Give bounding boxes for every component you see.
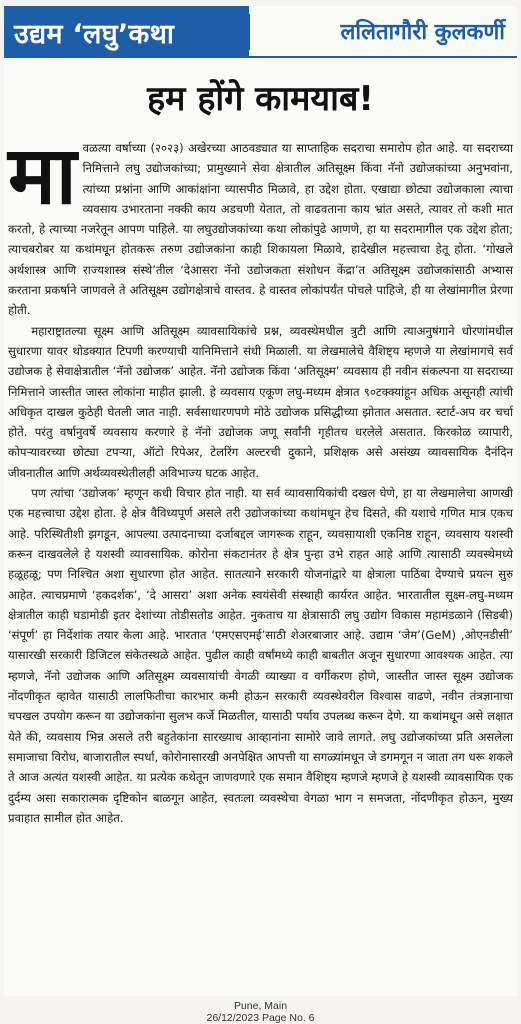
header-rule: [4, 56, 517, 58]
author-name: ललितागौरी कुलकर्णी: [340, 20, 505, 45]
newspaper-clipping: [4, 6, 517, 996]
paragraph-2: महाराष्ट्रातल्या सूक्ष्म आणि अतिसूक्ष्म व्यावसायिकांचे प्रश्न, व्यवस्थेमधील त्रुटी आणि त्याअनुषंगाने धोरणांमधील सुधारणा यावर थोडक्यात टिपणी करण्याची यानिमित्ताने संधी मिळाली. या लेखमालेचे वैशिष्ट्य म्हणजे या लेखांमागचे सर्व उद्योजक हे सेवाक्षेत्रातील ‘नॅनो उद्योजक’ आहेत. नॅनो उद्योजक किंवा ‘अतिसूक्ष्म’ व्यवसाय ही नवीन संकल्पना या सदराच्या निमित्ताने जास्तीत जास्त लोकांना माहीत झाली. हे व्यवसाय एकूण लघु-मध्यम क्षेत्रात ९०टक्क्यांहून अधिक असूनही त्यांची अधिकृत दाखल कुठेही घेतली जात नाही. सर्वसाधारणपणे मोठे उद्योजक प्रसिद्धीच्या झोतात असतात. स्टार्ट-अप वर चर्चा होते. परंतु वर्षानुवर्षे व्यवसाय करणारे हे नॅनो उद्योजक जणू सर्वांनी गृहीतच धरलेले असतात. किरकोळ व्यापारी, कोपऱ्यावरच्या छोट्या टपऱ्या, ऑटो रिपेअर, टेलरिंग अल्टरची दुकाने, प्रशिक्षक असे असंख्य व्यावसायिक दैनंदिन जीवनातील आणि अर्थव्यवस्थेतीलही अविभाज्य घटक आहेत.: [8, 323, 513, 480]
paragraph-1-text: वळत्या वर्षाच्या (२०२३) अखेरच्या आठवड्यात या साप्ताहिक सदराचा समारोप होत आहे. या सदराच्या निमित्ताने लघु उद्योजकांच्या; प्रामुख्याने सेवा क्षेत्रातील अतिसूक्ष्म किंवा नॅनो उद्योजकांच्या अनुभवांना, त्यांच्या प्रश्नांना आणि आकांक्षांना व्यासपीठ मिळावे, हा उद्देश होता. एखाद्या छोट्या उद्योजकाला त्याचा व्यवसाय उभारताना नक्की काय अडचणी येतात, तो वाढवताना काय भ्रांत असते, त्यावर तो कशी मात करतो, हे त्याच्या नजरेतून आपण पाहिले. या लघुउद्योजकांच्या कथा लोकांपुढे आणणे, हा या सदरामागील एक उद्देश होता; त्याचबरोबर या कथांमधून होतकरू तरुण उद्योजकांना काही शिकायला मिळावे, हादेखील महत्त्वाचा हेतू होता. ‘गोखले अर्थशास्त्र आणि राज्यशास्त्र संस्थे’तील ‘देआसरा नॅनो उद्योजकता संशोधन केंद्रा’त अतिसूक्ष्म उद्योजकांसाठी अभ्यास करताना प्रकर्षाने जाणवले ते अतिसूक्ष्म उद्योगक्षेत्राचे वास्तव. हे वास्तव लोकांपर्यंत पोचले पाहिजे, ही या लेखांमागील प्रेरणा होती.: [8, 141, 513, 318]
date-page-label: 26/12/2023 Page No. 6: [206, 1012, 315, 1024]
article-body: [8, 129, 513, 828]
article-headline: हम होंगे कामयाब!: [147, 79, 374, 119]
publication-footer: [0, 1000, 521, 1024]
paragraph-3: पण त्यांचा ‘उद्योजक’ म्हणून कधी विचार होत नाही. या सर्व व्यावसायिकांची दखल घेणे, हा या लेखमालेचा आणखी एक महत्त्वाचा उद्देश होता. हे क्षेत्र वैविध्यपूर्ण असले तरी उद्योजकांच्या कथांमधून हेच दिसते, की यशाचे गणित मात्र एकच आहे. परिस्थितीशी झगडून, आपल्या उत्पादनाच्या दर्जाबद्दल जागरूक राहून, व्यवसायाशी एकनिष्ठ राहून, व्यवसाय यशस्वी करून दाखवलेले हे यशस्वी व्यावसायिक. कोरोना संकटानंतर हे क्षेत्र पुन्हा उभे राहत आहे आणि त्यासाठी व्यवस्थेमध्ये हळूहळू; पण निश्चित अशा सुधारणा होत आहेत. सातत्याने सरकारी योजनांद्वारे या क्षेत्राला पाठिंबा देण्याचे प्रयत्न सुरु आहेत. त्याचप्रमाणे ‘हकदर्शक’, ‘दे आसरा’ अशा अनेक स्वयंसेवी संस्थाही कार्यरत आहेत. भारतातील सूक्ष्म-लघु-मध्यम क्षेत्रातील काही घडामोडी इतर देशांच्या तोडीसतोड आहेत. नुकताच या क्षेत्रासाठी लघु उद्योग विकास महामंडळाने (सिडबी) ‘संपूर्ण’ हा निर्देशांक तयार केला आहे. भारतात ‘एमएसएमई’साठी शेअरबाजार आहे. उद्याम ‘जेम’(GeM) ,ओएनडीसी’ यासारखी सरकारी डिजिटल संकेतस्थळे आहेत. पुढील काही वर्षांमध्ये काही बाबतीत अजून सुधारणा आवश्यक आहेत. त्या म्हणजे, नॅनो उद्योजक आणि अतिसूक्ष्म व्यवसायांची वेगळी व्याख्या व वर्गीकरण होणे, जास्तीत जास्त सूक्ष्म उद्योजक नोंदणीकृत व्हावेत यासाठी लालफितीचा कारभार कमी होऊन सरकारी व्यवस्थेवरील विश्वास वाढणे, नवीन तंत्रज्ञानाचा चपखल उपयोग करून या उद्योजकांना सुलभ कर्जे मिळतील, यासाठी पर्याय उपलब्ध करून देणे. या कथांमधून असे लक्षात येते की, व्यवसाय भिन्न असले तरी बहुतेकांना सारख्याच आव्हानांना सामोरे जावे लागते. लघु उद्योजकांच्या प्रति असलेला समाजाचा विरोध, बाजारातील स्पर्धा, कोरोनासारखी अनपेक्षित आपत्ती या सगळ्यांमधून जे डगमगून न जाता तग धरू शकले ते आज अत्यंत यशस्वी आहेत. या प्रत्येक कथेतून जाणवणारे एक समान वैशिष्ट्य म्हणजे म्हणजे हे यशस्वी व्यावसायिक एक दुर्दम्य असा सकारात्मक दृष्टिकोन बाळगून आहेत, स्वतःला व्यवस्थेचा वेगळा भाग न समजता, नोंदणीकृत होऊन, मुख्य प्रवाहात सामील होत आहेत.: [8, 486, 513, 825]
edition-label: Pune, Main: [233, 1000, 288, 1012]
column-header: [4, 6, 517, 56]
paragraph-1: [8, 129, 513, 321]
author-box: [249, 6, 517, 56]
column-title-banner: [4, 6, 249, 56]
column-title: उद्यम ‘लघु’कथा: [14, 19, 175, 50]
drop-cap: मा: [8, 129, 77, 222]
